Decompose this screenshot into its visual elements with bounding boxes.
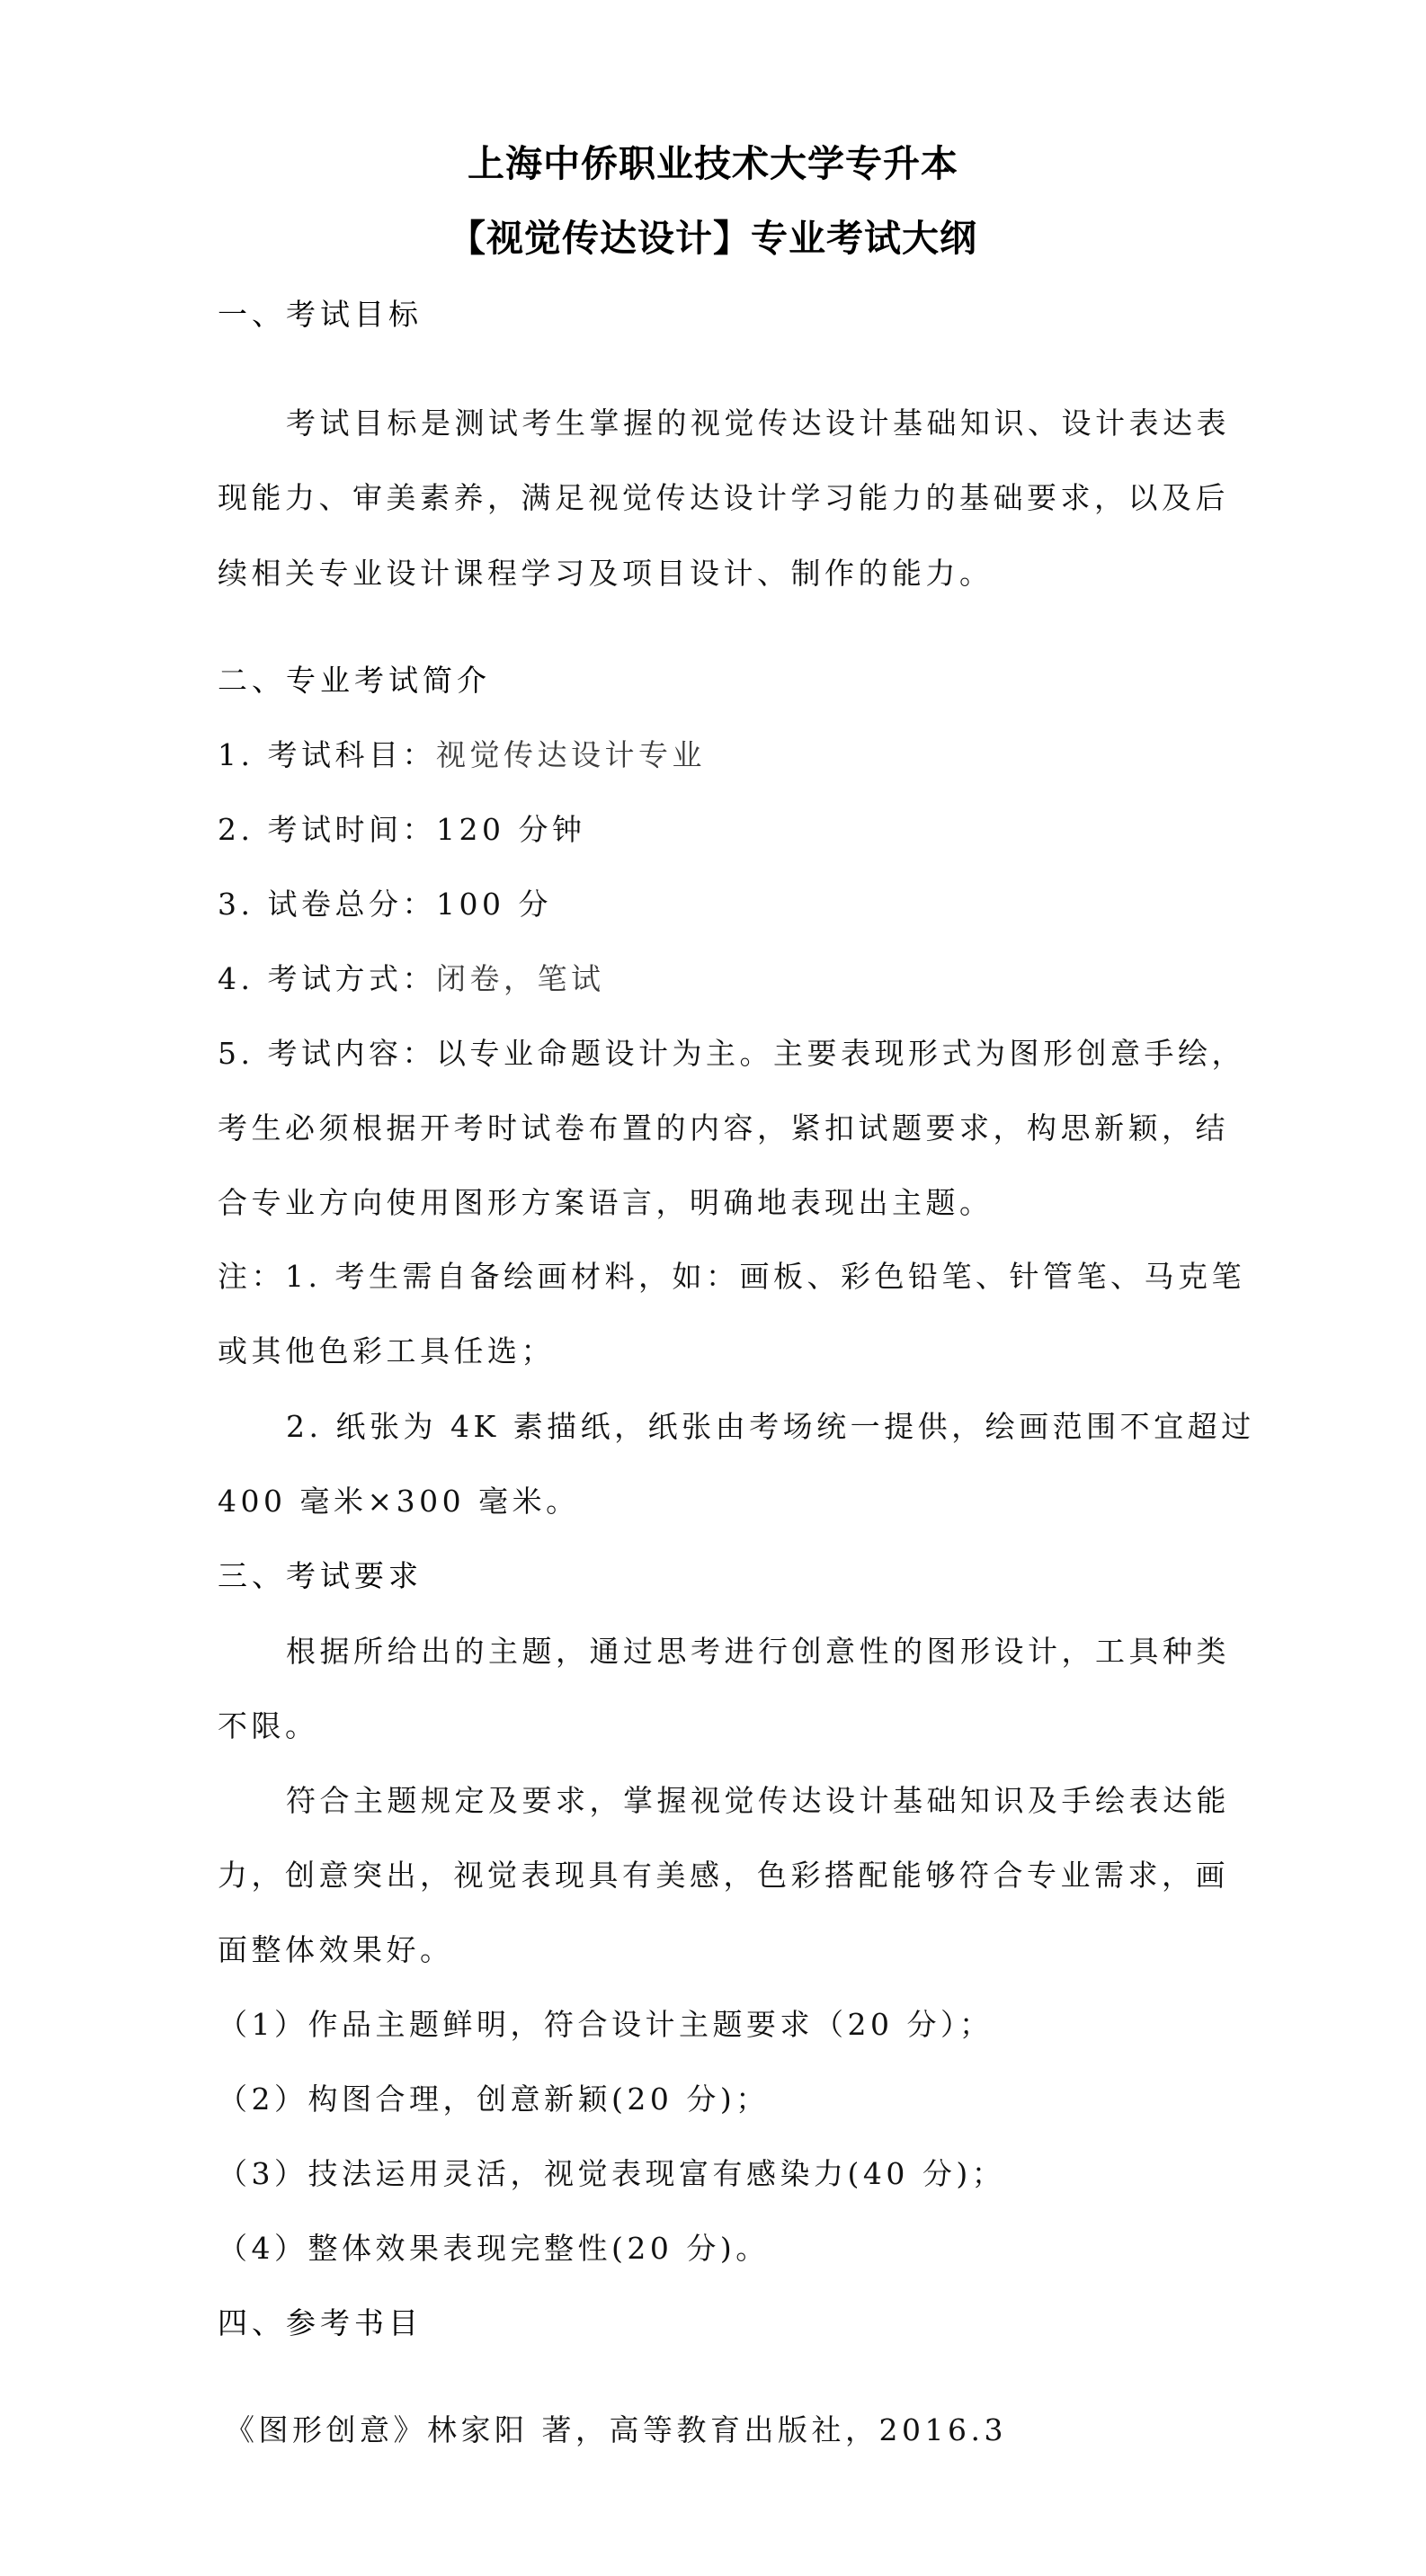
- reference-book-entry: 《图形创意》林家阳 著，高等教育出版社，2016.3: [225, 2412, 1007, 2447]
- section-heading-exam-objective: 一、考试目标: [218, 297, 423, 332]
- intro-item-label: 2. 考试时间：: [218, 812, 436, 847]
- section-heading-reference-books: 四、参考书目: [218, 2305, 423, 2340]
- intro-item-value: 120 分钟: [435, 812, 586, 847]
- intro-item-content-line: 考生必须根据开考时试卷布置的内容，紧扣试题要求，构思新颖，结: [218, 1110, 1229, 1145]
- note-line: 400 毫米×300 毫米。: [218, 1484, 580, 1519]
- intro-item-label: 4. 考试方式：: [218, 961, 436, 996]
- note-line: 2. 纸张为 4K 素描纸，纸张由考场统一提供，绘画范围不宜超过: [286, 1409, 1255, 1444]
- intro-item-duration: [218, 810, 585, 850]
- requirements-paragraph-line: 根据所给出的主题，通过思考进行创意性的图形设计，工具种类: [286, 1634, 1230, 1669]
- objective-paragraph-line: 续相关专业设计课程学习及项目设计、制作的能力。: [218, 556, 994, 591]
- intro-item-value: 100 分: [435, 887, 552, 922]
- scoring-criterion: （2）构图合理，创意新颖(20 分)；: [218, 2081, 770, 2117]
- scoring-criterion: （4）整体效果表现完整性(20 分)。: [218, 2231, 770, 2266]
- intro-item-subject: [218, 735, 706, 775]
- document-title-line2: 【视觉传达设计】专业考试大纲: [449, 217, 977, 260]
- note-line: 或其他色彩工具任选；: [218, 1333, 555, 1368]
- scoring-criterion: （1）作品主题鲜明，符合设计主题要求（20 分）；: [218, 2007, 994, 2042]
- intro-item-label: 3. 试卷总分：: [218, 887, 436, 922]
- intro-item-value: 闭卷，笔试: [435, 961, 605, 996]
- document-title-line1: 上海中侨职业技术大学专升本: [468, 142, 958, 185]
- intro-item-value: 视觉传达设计专业: [435, 737, 706, 772]
- note-line: 注：1. 考生需自备绘画材料，如：画板、彩色铅笔、针管笔、马克笔: [218, 1259, 1245, 1294]
- section-heading-exam-requirements: 三、考试要求: [218, 1558, 423, 1593]
- objective-paragraph-line: 考试目标是测试考生掌握的视觉传达设计基础知识、设计表达表: [286, 406, 1230, 441]
- requirements-paragraph-line: 不限。: [218, 1708, 319, 1743]
- intro-item-content-line: 5. 考试内容：以专业命题设计为主。主要表现形式为图形创意手绘，: [218, 1036, 1245, 1071]
- section-heading-exam-intro: 二、专业考试简介: [218, 663, 491, 698]
- requirements-paragraph-line: 面整体效果好。: [218, 1932, 454, 1967]
- requirements-paragraph-line: 符合主题规定及要求，掌握视觉传达设计基础知识及手绘表达能: [286, 1783, 1230, 1818]
- requirements-paragraph-line: 力，创意突出，视觉表现具有美感，色彩搭配能够符合专业需求，画: [218, 1858, 1229, 1893]
- intro-item-total-score: [218, 885, 552, 924]
- intro-item-content-line: 合专业方向使用图形方案语言，明确地表现出主题。: [218, 1185, 994, 1220]
- intro-item-label: 1. 考试科目：: [218, 737, 436, 772]
- objective-paragraph-line: 现能力、审美素养，满足视觉传达设计学习能力的基础要求，以及后: [218, 480, 1229, 515]
- intro-item-format: [218, 959, 604, 999]
- scoring-criterion: （3）技法运用灵活，视觉表现富有感染力(40 分)；: [218, 2156, 1006, 2191]
